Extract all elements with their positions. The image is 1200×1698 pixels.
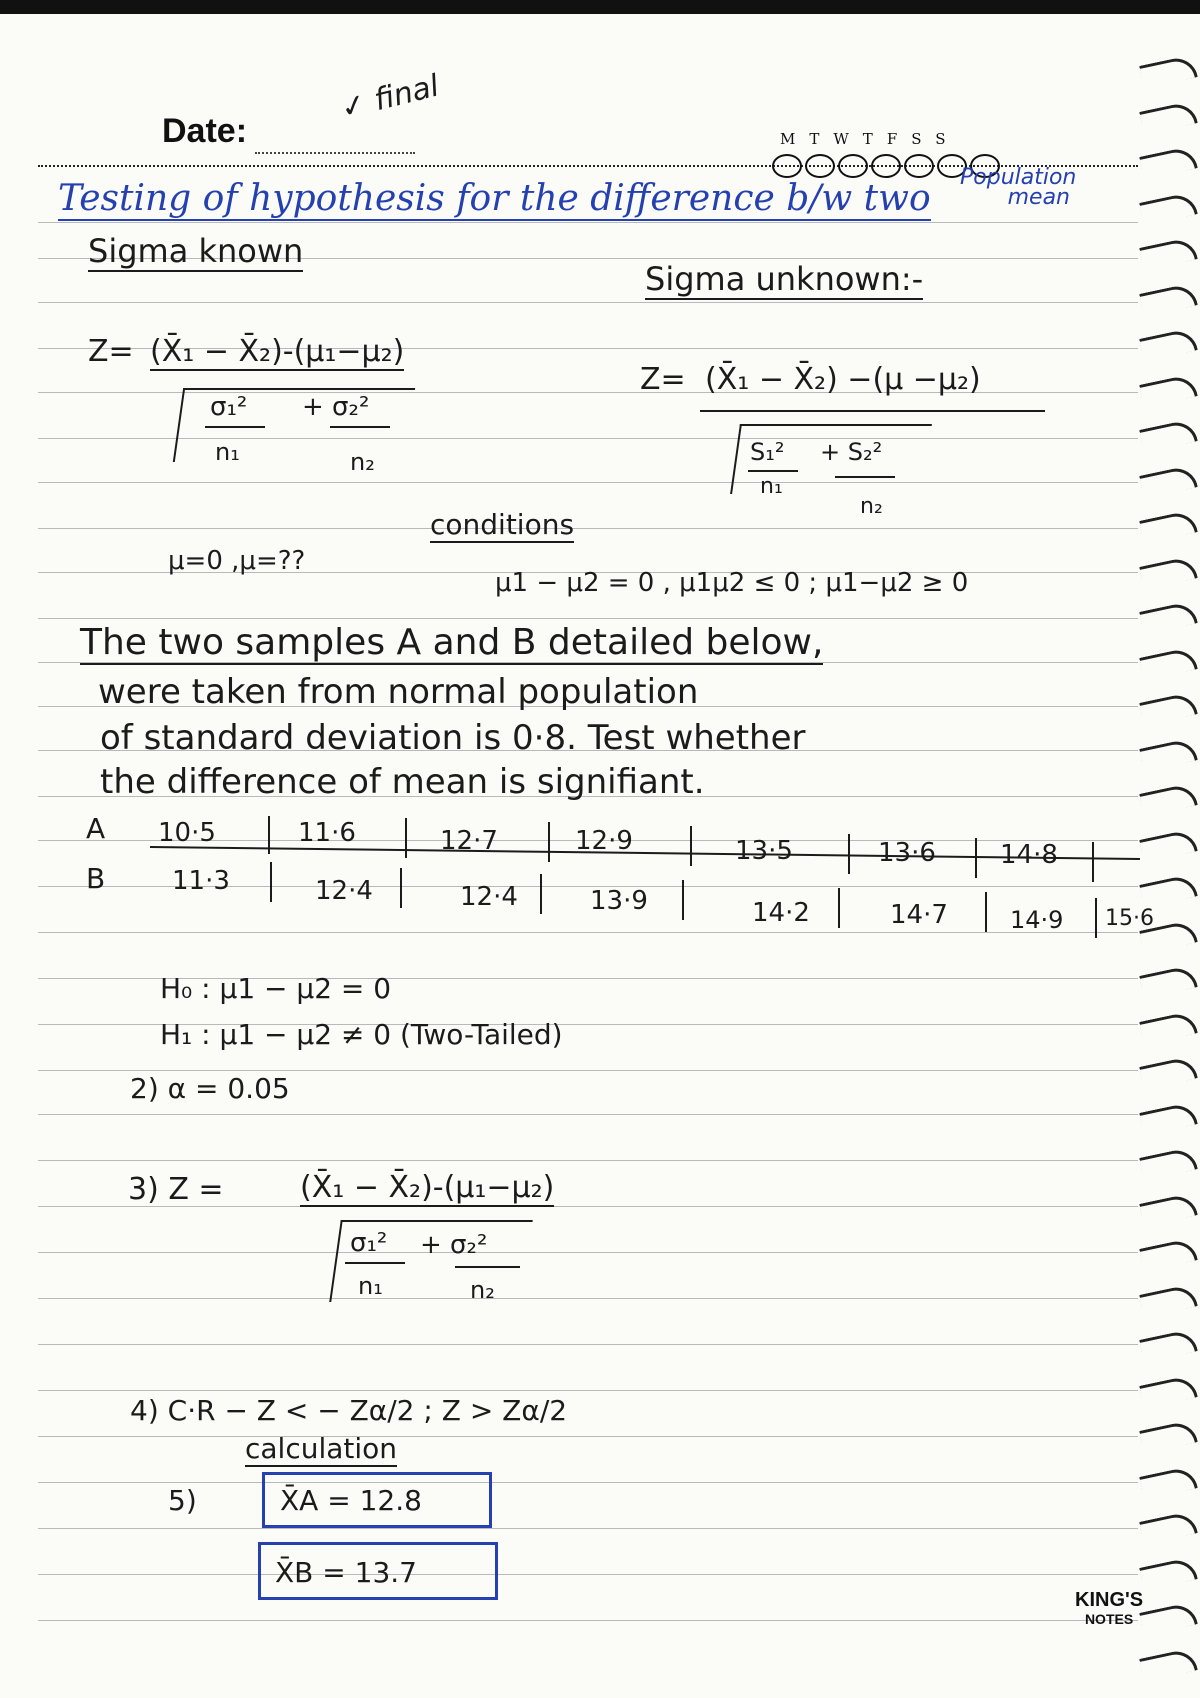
row-a-value: 13·6 — [878, 838, 936, 868]
ruled-line — [38, 1252, 1138, 1253]
spiral-coil — [1139, 783, 1198, 817]
spiral-coil — [1139, 146, 1198, 180]
cell-divider — [690, 826, 692, 866]
spiral-coil — [1139, 1101, 1198, 1135]
top-edge — [0, 0, 1200, 14]
spiral-coil — [1139, 1329, 1198, 1363]
formula-known-z: Z= — [88, 334, 134, 369]
brand-line-1: KING'S — [1075, 1589, 1144, 1611]
row-a-value: 12·7 — [440, 826, 498, 856]
spiral-coil — [1139, 646, 1198, 680]
cell-divider — [405, 818, 407, 858]
row-a-label: A — [86, 812, 106, 845]
problem-line-1: The two samples A and B detailed below, — [80, 622, 824, 663]
row-a-value: 12·9 — [575, 826, 633, 856]
ruled-line — [38, 1574, 1138, 1575]
step3-term1: σ₁² — [350, 1228, 388, 1258]
step3-den1: n₁ — [358, 1272, 383, 1300]
ruled-line — [38, 1070, 1138, 1071]
spiral-coil — [1139, 373, 1198, 407]
problem-line-3: of standard deviation is 0·8. Test whether — [100, 718, 806, 758]
formula-unknown-term1: S₁² — [750, 438, 785, 466]
formula-unknown-den2: n₂ — [860, 494, 883, 519]
step3-den2: n₂ — [470, 1276, 495, 1304]
sigma-known-heading: Sigma known — [88, 232, 304, 270]
cell-divider — [548, 822, 550, 862]
date-field-line — [255, 152, 415, 154]
formula-unknown-numerator: (X̄₁ − X̄₂) −(μ −μ₂) — [705, 362, 981, 397]
weekday: S — [911, 130, 936, 148]
formula-known-term1: σ₁² — [210, 392, 248, 422]
ruled-line — [38, 222, 1138, 223]
spiral-coil — [1139, 601, 1198, 635]
row-b-value: 13·9 — [590, 886, 648, 916]
formula-unknown-den1: n₁ — [760, 474, 783, 499]
mean-b-value: X̄B = 13.7 — [275, 1556, 417, 1589]
weekday-circle — [838, 154, 868, 178]
spiral-coil — [1139, 1192, 1198, 1226]
weekday-circle — [904, 154, 934, 178]
ruled-line — [38, 1390, 1138, 1391]
ruled-line — [38, 1344, 1138, 1345]
cell-divider — [1095, 898, 1097, 938]
row-a-value: 11·6 — [298, 818, 356, 848]
weekday: M — [780, 130, 810, 148]
weekday: W — [833, 130, 863, 148]
date-label: Date: — [162, 112, 248, 150]
row-a-value: 10·5 — [158, 818, 216, 848]
weekday: T — [809, 130, 834, 148]
fraction-bar — [455, 1266, 520, 1268]
spiral-coil — [1139, 1647, 1198, 1681]
weekday-circle — [772, 154, 802, 178]
step3-term2: + σ₂² — [420, 1230, 488, 1260]
problem-line-2: were taken from normal population — [98, 672, 699, 712]
weekday: T — [862, 130, 887, 148]
step3-z: 3) Z = — [128, 1172, 224, 1207]
calculation-label: calculation — [245, 1432, 398, 1465]
sigma-unknown-heading: Sigma unknown:- — [645, 260, 924, 298]
spiral-coil — [1139, 55, 1198, 89]
spiral-coil — [1139, 874, 1198, 908]
ruled-line — [38, 618, 1138, 619]
brand-logo — [1075, 1590, 1143, 1626]
row-a-value: 13·5 — [735, 836, 793, 866]
spiral-coil — [1139, 828, 1198, 862]
mean-a-value: X̄A = 12.8 — [280, 1484, 422, 1517]
null-hypothesis: H₀ : μ1 − μ2 = 0 — [160, 972, 392, 1005]
spiral-coil — [1139, 919, 1198, 953]
weekday: F — [886, 130, 912, 148]
spiral-coil — [1139, 419, 1198, 453]
cell-divider — [268, 816, 270, 854]
spiral-coil — [1139, 1056, 1198, 1090]
ruled-line — [38, 1528, 1138, 1529]
spiral-coil — [1139, 1465, 1198, 1499]
formula-known-den2: n₂ — [350, 448, 375, 476]
cell-divider — [682, 880, 684, 920]
row-b-value: 15·6 — [1105, 906, 1154, 931]
cell-divider — [848, 834, 850, 874]
weekday: S — [935, 130, 960, 148]
row-b-value: 12·4 — [460, 882, 518, 912]
ruled-line — [38, 932, 1138, 933]
significance-level: 2) α = 0.05 — [130, 1072, 290, 1105]
cell-divider — [975, 838, 977, 878]
row-b-value: 14·7 — [890, 900, 948, 930]
fraction-bar — [835, 476, 895, 478]
ruled-line — [38, 482, 1138, 483]
conditions-label: conditions — [430, 508, 575, 541]
spiral-coil — [1139, 191, 1198, 225]
spiral-coil — [1139, 510, 1198, 544]
population-mean-note: Population mean — [960, 165, 1077, 210]
fraction-bar — [330, 426, 390, 428]
spiral-coil — [1139, 1238, 1198, 1272]
spiral-coil — [1139, 1374, 1198, 1408]
fraction-bar — [345, 1262, 405, 1264]
row-b-value: 11·3 — [172, 866, 230, 896]
spiral-coil — [1139, 555, 1198, 589]
cell-divider — [540, 874, 542, 914]
spiral-coil — [1139, 1556, 1198, 1590]
fraction-bar — [205, 426, 265, 428]
spiral-coil — [1139, 1511, 1198, 1545]
step3-numerator: (X̄₁ − X̄₂)-(μ₁−μ₂) — [300, 1170, 555, 1205]
step5-number: 5) — [168, 1484, 197, 1517]
ruled-line — [38, 1298, 1138, 1299]
spiral-coil — [1139, 737, 1198, 771]
spiral-coil — [1139, 100, 1198, 134]
formula-unknown-z: Z= — [640, 362, 686, 397]
row-b-value: 14·2 — [752, 898, 810, 928]
spiral-coil — [1139, 1420, 1198, 1454]
spiral-coil — [1139, 237, 1198, 271]
alternative-hypothesis: H₁ : μ1 − μ2 ≠ 0 (Two-Tailed) — [160, 1018, 563, 1051]
formula-known-term2: + σ₂² — [302, 392, 370, 422]
spiral-coil — [1139, 282, 1198, 316]
cell-divider — [400, 868, 402, 908]
row-b-value: 12·4 — [315, 876, 373, 906]
spiral-coil — [1139, 1283, 1198, 1317]
row-b-label: B — [86, 862, 106, 895]
spiral-coil — [1139, 1010, 1198, 1044]
spiral-coil — [1139, 464, 1198, 498]
cell-divider — [270, 862, 272, 902]
spiral-coil — [1139, 692, 1198, 726]
conditions-left: μ=0 ,μ=?? — [168, 546, 306, 576]
ruled-line — [38, 1436, 1138, 1437]
ruled-line — [38, 302, 1138, 303]
cell-divider — [985, 892, 987, 932]
conditions-right: μ1 − μ2 = 0 , μ1μ2 ≤ 0 ; μ1−μ2 ≥ 0 — [495, 568, 969, 598]
table-rule — [150, 846, 1140, 860]
formula-unknown-term2: + S₂² — [820, 438, 883, 466]
row-a-value: 14·8 — [1000, 840, 1058, 870]
formula-known-den1: n₁ — [215, 438, 240, 466]
page-title: Testing of hypothesis for the difference b/w two — [58, 178, 931, 219]
ruled-line — [38, 1620, 1138, 1621]
ruled-line — [38, 1160, 1138, 1161]
ruled-line — [38, 1114, 1138, 1115]
ruled-line — [38, 528, 1138, 529]
weekday-letters — [780, 130, 960, 148]
critical-region: 4) C·R − Z < − Zα/2 ; Z > Zα/2 — [130, 1394, 568, 1427]
row-b-value: 14·9 — [1010, 906, 1064, 934]
ruled-line — [38, 1482, 1138, 1483]
problem-line-4: the difference of mean is signifiant. — [100, 762, 705, 802]
weekday-circle — [871, 154, 901, 178]
weekday-circle — [805, 154, 835, 178]
fraction-bar — [748, 470, 798, 472]
spiral-binding — [1140, 60, 1200, 1698]
brand-line-2: NOTES — [1084, 1611, 1134, 1627]
final-note: ✓ final — [337, 68, 443, 127]
cell-divider — [838, 888, 840, 928]
formula-known-numerator: (X̄₁ − X̄₂)-(μ₁−μ₂) — [150, 334, 405, 369]
cell-divider — [1092, 842, 1094, 882]
spiral-coil — [1139, 1602, 1198, 1636]
spiral-coil — [1139, 1147, 1198, 1181]
spiral-coil — [1139, 328, 1198, 362]
fraction-bar — [700, 410, 1045, 412]
spiral-coil — [1139, 965, 1198, 999]
